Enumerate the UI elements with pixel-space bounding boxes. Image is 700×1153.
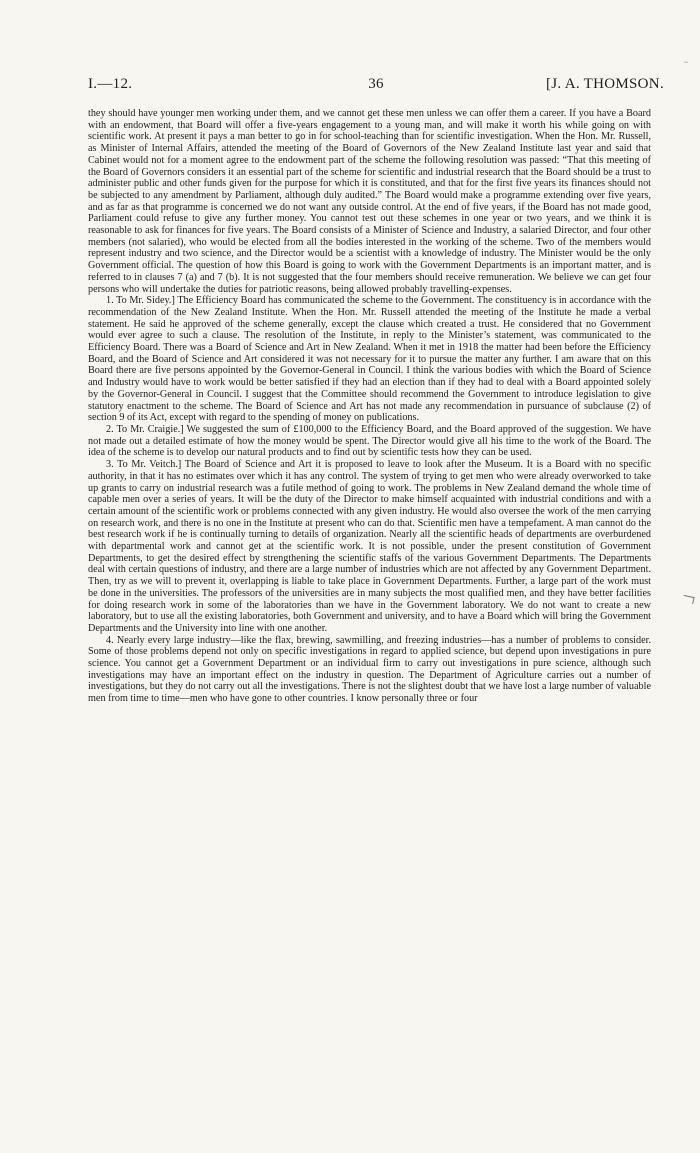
document-body (88, 108, 651, 705)
page-number: 36 (368, 76, 384, 92)
paragraph-2: 2. To Mr. Craigie.] We suggested the sum of £100,000 to the Efficiency Board, and the Board approved of the suggestion. We have not made out a detailed estimate of how the money would be spent. The Director would give all his time to the work of the Board. The idea of the scheme is to develop our natural products and to find out by scientific tests how they can be used. (88, 423, 651, 459)
paragraph-3: 3. To Mr. Veitch.] The Board of Science and Art it is proposed to leave to look after the Museum. It is a Board with no specific authority, in that it has no estimates over which it has any control. The system of trying to get men who were already overworked to take up grants to carry on industrial research was a futile method of going to work. The problems in New Zealand demand the whole time of capable men over a series of years. It will be the duty of the Director to make himself acquainted with industrial conditions and with a certain amount of the scientific work or problems connected with any given industry. He would also oversee the work of the men carrying on research work, and there is no one in the Institute at present who can do that. Scientific men have a tempefament. A man cannot do the best research work if he is continually turning to details of organization. Nearly all the scientific heads of departments are overburdened with departmental work and cannot get at the scientific work. It is not possible, under the present constitution of Government Departments, to get the desired effect by strengthening the scientific staffs of the various Government Departments. The Departments deal with certain questions of industry, and there are a large number of industries which are not affected by any Government Department. Then, try as we will to prevent it, overlapping is liable to take place in Government Departments. Further, a large part of the work must be done in the universities. The professors of the universities are in many subjects the most qualified men, and they have better facilities for doing research work in some of the laboratories than we have in the Government laboratory. We do not want to create a new laboratory, but to use all the existing laboratories, both Government and university, and to have a Board which will bring the Government Departments and the University into line with one another. (88, 459, 651, 634)
page-header (88, 76, 664, 98)
paragraph-4: 4. Nearly every large industry—like the flax, brewing, sawmilling, and freezing industries—has a number of problems to consider. Some of those problems depend not only on specific investigations in regard to applied science, but depend upon investigations in pure science. You cannot get a Government Department or an individual firm to carry out investigations in pure science, although such investigations may have an important effect on the industry in question. The Department of Agriculture carries out a number of investigations, but they do not carry out all the investigations. There is not the slightest doubt that we have lost a large number of valuable men from time to time—men who have gone to other countries. I know personally three or four (88, 634, 651, 705)
witness-name: [J. A. THOMSON. (546, 76, 664, 92)
paragraph-intro: they should have younger men working under them, and we cannot get these men unless we can offer them a career. If you have a Board with an endowment, that Board will offer a five-years engagement to a young man, and will make it worth his while going on with scientific work. At present it pays a man better to go in for school-teaching than for scientific investigation. When the Hon. Mr. Russell, as Minister of Internal Affairs, attended the meeting of the Board of Governors of the New Zealand Institute last year and said that Cabinet would not for a moment agree to the endowment part of the scheme the following resolution was passed: “That this meeting of the Board of Governors considers it an essential part of the scheme for scientific and industrial research that the Board should be a trust to administer public and other funds given for the purpose for which it is constituted, and that for the first five years its finances should not be subjected to any amendment by Parliament, although duly audited.” The Board would make a programme extending over five years, and as far as that programme is concerned we do not want any outside control. At the end of five years, if the Board has not made good, Parliament could refuse to give any further money. You cannot test out these schemes in one year or two years, and we think it is reasonable to ask for finances for five years. The Board consists of a Minister of Science and Industry, a salaried Director, and four other members (not salaried), who would be elected from all the bodies interested in the working of the scheme. Two of the members would represent industry and two science, and the Director would be a scientist with a knowledge of industry. The Minister would be the only Government official. The question of how this Board is going to work with the Government Departments is an important matter, and is referred to in clauses 7 (a) and 7 (b). It is not suggested that the four members should receive remuneration. We believe we can get four persons who will undertake the duties for patriotic reasons, being allowed probably travelling-expenses. (88, 108, 651, 295)
report-reference: I.—12. (88, 76, 133, 92)
paragraph-1: 1. To Mr. Sidey.] The Efficiency Board has communicated the scheme to the Government. The constituency is in accordance with the recommendation of the New Zealand Institute. When the Hon. Mr. Russell attended the meeting of the Institute he made a verbal statement. He said he approved of the scheme generally, except the clause which created a trust. He considered that no Government would ever agree to such a clause. The resolution of the Institute, in reply to the Minister’s statement, was communicated to the Efficiency Board. There was a Board of Science and Art in New Zealand. When it met in 1918 the matter had been before the Efficiency Board, and the Board of Science and Art considered it was not necessary for it to pursue the matter any further. I am aware that on this Board there are five persons appointed by the Governor-General in Council. I think the various bodies with which the Board of Science and Industry would have to work would be better satisfied if they had an election than if they had to deal with a Board appointed solely by the Governor-General in Council. I suggest that the Committee should recommend the Government to introduce legislation to give statutory enactment to the scheme. The Board of Science and Art has not made any recommendation in pursuance of subclause (2) of section 9 of its Act, except with regard to the spending of money on publications. (88, 295, 651, 424)
corner-mark: ~ (684, 58, 689, 67)
margin-mark (682, 595, 694, 604)
